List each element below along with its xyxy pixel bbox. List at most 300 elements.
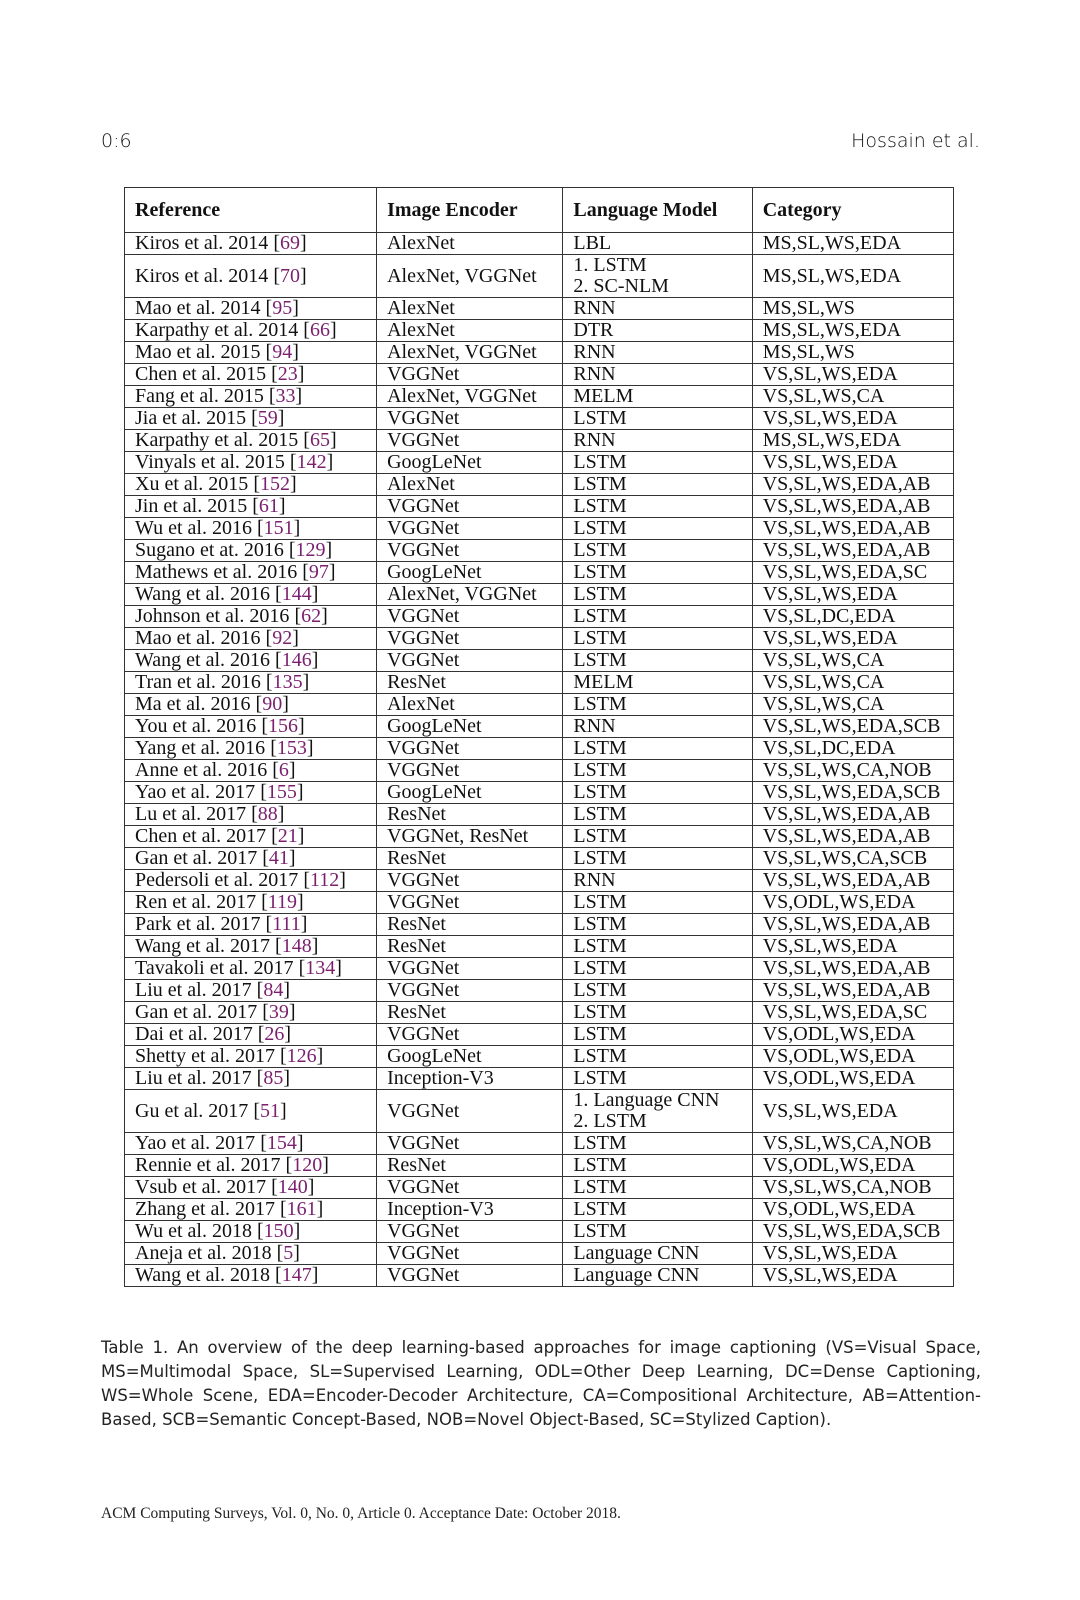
table-row <box>125 694 954 716</box>
citation-link[interactable]: 69 <box>279 232 300 254</box>
reference-cell: Gan et al. 2017 [41] <box>125 848 377 870</box>
table-row <box>125 584 954 606</box>
image-encoder-cell: VGGNet <box>377 1265 563 1287</box>
citation-link[interactable]: 23 <box>277 363 298 385</box>
language-model-cell <box>563 782 752 804</box>
citation-link[interactable]: 142 <box>296 451 327 473</box>
language-model-cell <box>563 518 752 540</box>
table-row <box>125 342 954 364</box>
reference-text: Mao et al. 2015 <box>135 341 266 363</box>
table-row <box>125 386 954 408</box>
reference-cell: Karpathy et al. 2015 [65] <box>125 430 377 452</box>
category-cell: VS,SL,WS,EDA,SC <box>752 1002 953 1024</box>
reference-cell: Ren et al. 2017 [119] <box>125 892 377 914</box>
citation-link[interactable]: 85 <box>263 1067 284 1089</box>
image-encoder-cell: AlexNet <box>377 694 563 716</box>
category-cell: VS,SL,WS,EDA <box>752 1265 953 1287</box>
table-row <box>125 364 954 386</box>
reference-text: Karpathy et al. 2015 <box>135 429 304 451</box>
table-row <box>125 408 954 430</box>
table-row <box>125 782 954 804</box>
language-model-line: LSTM <box>573 781 627 803</box>
language-model-cell <box>563 914 752 936</box>
language-model-cell <box>563 826 752 848</box>
category-cell: VS,SL,WS,EDA,AB <box>752 914 953 936</box>
citation-link[interactable]: 33 <box>275 385 296 407</box>
language-model-line: 1. LSTM <box>573 254 647 276</box>
language-model-line: LSTM <box>573 957 627 979</box>
reference-text: Ren et al. 2017 <box>135 891 262 913</box>
table-row <box>125 320 954 342</box>
language-model-cell <box>563 320 752 342</box>
language-model-line: LSTM <box>573 407 627 429</box>
page-footer: ACM Computing Surveys, Vol. 0, No. 0, Article 0. Acceptance Date: October 2018. <box>101 1505 621 1522</box>
table-row <box>125 1090 954 1133</box>
language-model-line: DTR <box>573 319 614 341</box>
language-model-line: LSTM <box>573 979 627 1001</box>
reference-cell: Sugano et at. 2016 [129] <box>125 540 377 562</box>
language-model-cell <box>563 474 752 496</box>
table-row <box>125 650 954 672</box>
image-encoder-cell: VGGNet, ResNet <box>377 826 563 848</box>
citation-link[interactable]: 111 <box>272 913 301 935</box>
language-model-cell <box>563 870 752 892</box>
citation-link[interactable]: 112 <box>309 869 340 891</box>
category-cell: MS,SL,WS <box>752 298 953 320</box>
table-row <box>125 870 954 892</box>
citation-link[interactable]: 41 <box>268 847 289 869</box>
language-model-line: 2. LSTM <box>573 1110 647 1132</box>
image-encoder-cell: AlexNet, VGGNet <box>377 342 563 364</box>
image-encoder-cell: VGGNet <box>377 1024 563 1046</box>
language-model-line: LSTM <box>573 1220 627 1242</box>
reference-cell: Shetty et al. 2017 [126] <box>125 1046 377 1068</box>
reference-cell: Dai et al. 2017 [26] <box>125 1024 377 1046</box>
category-cell: VS,ODL,WS,EDA <box>752 1068 953 1090</box>
category-cell: VS,ODL,WS,EDA <box>752 1046 953 1068</box>
category-cell: VS,SL,WS,EDA <box>752 364 953 386</box>
citation-link[interactable]: 135 <box>272 671 303 693</box>
citation-link[interactable]: 90 <box>262 693 283 715</box>
language-model-cell <box>563 936 752 958</box>
category-cell: VS,SL,WS,EDA,AB <box>752 826 953 848</box>
reference-text: Aneja et al. 2018 <box>135 1242 277 1264</box>
table-row <box>125 914 954 936</box>
image-encoder-cell: VGGNet <box>377 430 563 452</box>
category-cell: VS,SL,WS,EDA,AB <box>752 958 953 980</box>
image-encoder-cell: ResNet <box>377 672 563 694</box>
table-row <box>125 980 954 1002</box>
language-model-line: Language CNN <box>573 1242 700 1264</box>
language-model-cell <box>563 430 752 452</box>
reference-cell: Rennie et al. 2017 [120] <box>125 1155 377 1177</box>
image-encoder-cell: VGGNet <box>377 980 563 1002</box>
image-encoder-cell: VGGNet <box>377 628 563 650</box>
category-cell: VS,SL,WS,EDA,AB <box>752 980 953 1002</box>
language-model-cell <box>563 584 752 606</box>
language-model-line: 1. Language CNN <box>573 1089 720 1111</box>
image-encoder-cell: VGGNet <box>377 496 563 518</box>
column-header-category: Category <box>752 188 953 233</box>
language-model-cell <box>563 233 752 255</box>
reference-cell: Kiros et al. 2014 [69] <box>125 233 377 255</box>
language-model-line: LSTM <box>573 825 627 847</box>
language-model-line: LSTM <box>573 1132 627 1154</box>
reference-text: Vinyals et al. 2015 <box>135 451 290 473</box>
reference-cell: Jin et al. 2015 [61] <box>125 496 377 518</box>
table-row <box>125 255 954 298</box>
citation-link[interactable]: 126 <box>286 1045 317 1067</box>
citation-link[interactable]: 94 <box>272 341 293 363</box>
citation-link[interactable]: 92 <box>272 627 293 649</box>
language-model-cell <box>563 1221 752 1243</box>
reference-text: Johnson et al. 2016 <box>135 605 295 627</box>
table-row <box>125 518 954 540</box>
language-model-cell <box>563 1090 752 1133</box>
reference-text: Shetty et al. 2017 <box>135 1045 280 1067</box>
category-cell: MS,SL,WS,EDA <box>752 430 953 452</box>
table-row <box>125 760 954 782</box>
image-encoder-cell: ResNet <box>377 936 563 958</box>
reference-text: Wang et al. 2016 <box>135 649 276 671</box>
image-encoder-cell: VGGNet <box>377 408 563 430</box>
reference-text: Rennie et al. 2017 <box>135 1154 286 1176</box>
language-model-cell <box>563 1199 752 1221</box>
language-model-line: LSTM <box>573 1023 627 1045</box>
language-model-cell <box>563 716 752 738</box>
table-row <box>125 606 954 628</box>
reference-text: Tavakoli et al. 2017 <box>135 957 299 979</box>
category-cell: MS,SL,WS <box>752 342 953 364</box>
citation-link[interactable]: 144 <box>281 583 312 605</box>
category-cell: VS,SL,WS,EDA,SCB <box>752 782 953 804</box>
reference-cell: Yang et al. 2016 [153] <box>125 738 377 760</box>
table-row <box>125 958 954 980</box>
reference-text: Pedersoli et al. 2017 <box>135 869 304 891</box>
category-cell: MS,SL,WS,EDA <box>752 320 953 342</box>
reference-text: Yao et al. 2017 <box>135 1132 261 1154</box>
citation-link[interactable]: 146 <box>281 649 312 671</box>
citation-link[interactable]: 134 <box>305 957 336 979</box>
reference-text: Tran et al. 2016 <box>135 671 266 693</box>
reference-cell: Mao et al. 2015 [94] <box>125 342 377 364</box>
language-model-line: RNN <box>573 429 616 451</box>
language-model-cell <box>563 255 752 298</box>
language-model-line: LSTM <box>573 1198 627 1220</box>
table-row <box>125 848 954 870</box>
reference-cell: Wu et al. 2016 [151] <box>125 518 377 540</box>
category-cell: VS,SL,WS,EDA <box>752 1243 953 1265</box>
citation-link[interactable]: 147 <box>281 1264 312 1286</box>
language-model-cell <box>563 408 752 430</box>
reference-cell: Wang et al. 2016 [144] <box>125 584 377 606</box>
language-model-cell <box>563 848 752 870</box>
image-encoder-cell: AlexNet <box>377 320 563 342</box>
language-model-cell <box>563 562 752 584</box>
citation-link[interactable]: 39 <box>268 1001 289 1023</box>
page-number: 0:6 <box>101 130 132 152</box>
citation-link[interactable]: 70 <box>279 264 300 287</box>
category-cell: VS,SL,WS,CA <box>752 650 953 672</box>
citation-link[interactable]: 156 <box>267 715 298 737</box>
image-encoder-cell: AlexNet <box>377 233 563 255</box>
category-cell: VS,SL,WS,EDA,AB <box>752 474 953 496</box>
language-model-line: LSTM <box>573 627 627 649</box>
citation-link[interactable]: 62 <box>301 605 322 627</box>
citation-link[interactable]: 152 <box>259 473 290 495</box>
language-model-cell <box>563 1177 752 1199</box>
citation-link[interactable]: 155 <box>266 781 297 803</box>
category-cell: VS,SL,WS,CA <box>752 672 953 694</box>
language-model-line: RNN <box>573 341 616 363</box>
language-model-line: LSTM <box>573 517 627 539</box>
language-model-cell <box>563 804 752 826</box>
table-row <box>125 804 954 826</box>
category-cell: VS,ODL,WS,EDA <box>752 1024 953 1046</box>
citation-link[interactable]: 6 <box>278 759 289 781</box>
reference-text: Anne et al. 2016 <box>135 759 273 781</box>
category-cell: VS,SL,WS,CA,NOB <box>752 1133 953 1155</box>
citation-link[interactable]: 95 <box>272 297 293 319</box>
citation-link[interactable]: 65 <box>309 429 330 451</box>
reference-cell: Park et al. 2017 [111] <box>125 914 377 936</box>
language-model-cell <box>563 694 752 716</box>
reference-cell: Wang et al. 2017 [148] <box>125 936 377 958</box>
category-cell: VS,SL,WS,EDA <box>752 936 953 958</box>
reference-cell: Mao et al. 2016 [92] <box>125 628 377 650</box>
language-model-line: MELM <box>573 385 634 407</box>
language-model-line: MELM <box>573 671 634 693</box>
language-model-line: Language CNN <box>573 1264 700 1286</box>
image-encoder-cell: AlexNet <box>377 474 563 496</box>
language-model-line: LSTM <box>573 561 627 583</box>
language-model-cell <box>563 1155 752 1177</box>
reference-text: Liu et al. 2017 <box>135 979 257 1001</box>
image-encoder-cell: VGGNet <box>377 870 563 892</box>
image-encoder-cell: Inception-V3 <box>377 1199 563 1221</box>
reference-cell: Chen et al. 2015 [23] <box>125 364 377 386</box>
table-row <box>125 892 954 914</box>
image-encoder-cell: VGGNet <box>377 1090 563 1133</box>
image-encoder-cell: Inception-V3 <box>377 1068 563 1090</box>
language-model-line: LSTM <box>573 913 627 935</box>
reference-text: Jia et al. 2015 <box>135 407 252 429</box>
image-encoder-cell: ResNet <box>377 804 563 826</box>
category-cell: VS,SL,WS,CA,NOB <box>752 760 953 782</box>
language-model-line: LSTM <box>573 1001 627 1023</box>
citation-link[interactable]: 66 <box>309 319 330 341</box>
citation-link[interactable]: 129 <box>295 539 326 561</box>
category-cell: VS,SL,WS,EDA,AB <box>752 496 953 518</box>
citation-link[interactable]: 119 <box>267 891 298 913</box>
citation-link[interactable]: 97 <box>308 561 329 583</box>
citation-link[interactable]: 59 <box>257 407 278 429</box>
table-row <box>125 474 954 496</box>
table-row <box>125 628 954 650</box>
language-model-line: LSTM <box>573 847 627 869</box>
language-model-line: LSTM <box>573 891 627 913</box>
reference-cell: Lu et al. 2017 [88] <box>125 804 377 826</box>
language-model-cell <box>563 760 752 782</box>
image-encoder-cell: VGGNet <box>377 892 563 914</box>
category-cell: VS,SL,DC,EDA <box>752 606 953 628</box>
table-row <box>125 716 954 738</box>
language-model-line: RNN <box>573 869 616 891</box>
category-cell: VS,SL,WS,EDA,SCB <box>752 716 953 738</box>
language-model-cell <box>563 738 752 760</box>
language-model-cell <box>563 958 752 980</box>
image-encoder-cell: VGGNet <box>377 540 563 562</box>
citation-link[interactable]: 61 <box>258 495 279 517</box>
language-model-cell <box>563 1265 752 1287</box>
table-row <box>125 1046 954 1068</box>
table-row <box>125 1068 954 1090</box>
image-encoder-cell: AlexNet <box>377 298 563 320</box>
reference-cell: Mathews et al. 2016 [97] <box>125 562 377 584</box>
table-row <box>125 298 954 320</box>
table-row <box>125 672 954 694</box>
column-header-language-model: Language Model <box>563 188 752 233</box>
image-encoder-cell: VGGNet <box>377 650 563 672</box>
citation-link[interactable]: 148 <box>281 935 312 957</box>
reference-text: Wang et al. 2018 <box>135 1264 276 1286</box>
reference-text: Gan et al. 2017 <box>135 847 263 869</box>
language-model-cell <box>563 1133 752 1155</box>
citation-link[interactable]: 161 <box>286 1198 317 1220</box>
citation-link[interactable]: 26 <box>264 1023 285 1045</box>
language-model-cell <box>563 1068 752 1090</box>
language-model-line: LSTM <box>573 1154 627 1176</box>
language-model-line: LSTM <box>573 495 627 517</box>
category-cell: VS,SL,WS,EDA <box>752 584 953 606</box>
category-cell: VS,SL,WS,EDA <box>752 452 953 474</box>
table-row <box>125 826 954 848</box>
reference-text: Ma et al. 2016 <box>135 693 256 715</box>
category-cell: VS,SL,WS,EDA,AB <box>752 518 953 540</box>
reference-text: Chen et al. 2015 <box>135 363 272 385</box>
reference-cell: Fang et al. 2015 [33] <box>125 386 377 408</box>
table-row <box>125 1133 954 1155</box>
image-encoder-cell: AlexNet, VGGNet <box>377 386 563 408</box>
reference-cell: Wang et al. 2016 [146] <box>125 650 377 672</box>
image-encoder-cell: GoogLeNet <box>377 782 563 804</box>
citation-link[interactable]: 21 <box>277 825 298 847</box>
reference-cell: Jia et al. 2015 [59] <box>125 408 377 430</box>
reference-cell: Vsub et al. 2017 [140] <box>125 1177 377 1199</box>
category-cell: VS,SL,WS,EDA,AB <box>752 870 953 892</box>
language-model-cell <box>563 650 752 672</box>
citation-link[interactable]: 154 <box>266 1132 297 1154</box>
citation-link[interactable]: 151 <box>263 517 294 539</box>
language-model-cell <box>563 1243 752 1265</box>
table-row <box>125 540 954 562</box>
citation-link[interactable]: 150 <box>263 1220 294 1242</box>
reference-cell: Xu et al. 2015 [152] <box>125 474 377 496</box>
citation-link[interactable]: 140 <box>277 1176 308 1198</box>
reference-text: Gu et al. 2017 <box>135 1099 254 1122</box>
language-model-cell <box>563 364 752 386</box>
language-model-line: RNN <box>573 297 616 319</box>
citation-link[interactable]: 120 <box>292 1154 323 1176</box>
reference-text: Yao et al. 2017 <box>135 781 261 803</box>
language-model-line: LSTM <box>573 451 627 473</box>
table-row <box>125 1002 954 1024</box>
reference-cell: Anne et al. 2016 [6] <box>125 760 377 782</box>
table-row <box>125 1177 954 1199</box>
language-model-line: LSTM <box>573 649 627 671</box>
image-encoder-cell: VGGNet <box>377 518 563 540</box>
table-row <box>125 233 954 255</box>
reference-text: Liu et al. 2017 <box>135 1067 257 1089</box>
language-model-cell <box>563 980 752 1002</box>
reference-text: Chen et al. 2017 <box>135 825 272 847</box>
reference-cell: Mao et al. 2014 [95] <box>125 298 377 320</box>
category-cell: VS,SL,WS,EDA,SCB <box>752 1221 953 1243</box>
reference-cell: Gu et al. 2017 [51] <box>125 1090 377 1133</box>
reference-text: Karpathy et al. 2014 <box>135 319 304 341</box>
table-row <box>125 1265 954 1287</box>
column-header-reference: Reference <box>125 188 377 233</box>
reference-text: Sugano et at. 2016 <box>135 539 289 561</box>
reference-cell: Tavakoli et al. 2017 [134] <box>125 958 377 980</box>
language-model-cell <box>563 606 752 628</box>
citation-link[interactable]: 88 <box>257 803 278 825</box>
table-row <box>125 936 954 958</box>
approaches-table <box>124 187 954 1287</box>
reference-cell: Karpathy et al. 2014 [66] <box>125 320 377 342</box>
reference-text: Mathews et al. 2016 <box>135 561 303 583</box>
category-cell: VS,SL,WS,EDA,AB <box>752 804 953 826</box>
reference-cell: Wu et al. 2018 [150] <box>125 1221 377 1243</box>
language-model-line: 2. SC-NLM <box>573 275 669 297</box>
category-cell: VS,ODL,WS,EDA <box>752 1199 953 1221</box>
language-model-cell <box>563 496 752 518</box>
table-row <box>125 1024 954 1046</box>
image-encoder-cell: AlexNet, VGGNet <box>377 255 563 298</box>
language-model-line: LSTM <box>573 803 627 825</box>
reference-cell: Pedersoli et al. 2017 [112] <box>125 870 377 892</box>
image-encoder-cell: VGGNet <box>377 1243 563 1265</box>
citation-link[interactable]: 153 <box>276 737 307 759</box>
table-row <box>125 496 954 518</box>
reference-cell: Johnson et al. 2016 [62] <box>125 606 377 628</box>
citation-link[interactable]: 84 <box>263 979 284 1001</box>
table-row <box>125 1221 954 1243</box>
reference-cell: Yao et al. 2017 [155] <box>125 782 377 804</box>
language-model-cell <box>563 892 752 914</box>
table-row <box>125 562 954 584</box>
citation-link[interactable]: 51 <box>259 1099 280 1122</box>
language-model-cell <box>563 386 752 408</box>
category-cell: VS,SL,WS,EDA <box>752 408 953 430</box>
language-model-cell <box>563 672 752 694</box>
image-encoder-cell: VGGNet <box>377 958 563 980</box>
category-cell: VS,SL,WS,EDA <box>752 1090 953 1133</box>
column-header-image-encoder: Image Encoder <box>377 188 563 233</box>
reference-text: Mao et al. 2016 <box>135 627 266 649</box>
reference-text: Park et al. 2017 <box>135 913 266 935</box>
image-encoder-cell: AlexNet, VGGNet <box>377 584 563 606</box>
category-cell: VS,SL,DC,EDA <box>752 738 953 760</box>
image-encoder-cell: VGGNet <box>377 606 563 628</box>
language-model-line: LSTM <box>573 605 627 627</box>
reference-cell: Aneja et al. 2018 [5] <box>125 1243 377 1265</box>
reference-text: You et al. 2016 <box>135 715 262 737</box>
language-model-line: LSTM <box>573 583 627 605</box>
image-encoder-cell: ResNet <box>377 914 563 936</box>
table-row <box>125 1243 954 1265</box>
citation-link[interactable]: 5 <box>283 1242 294 1264</box>
